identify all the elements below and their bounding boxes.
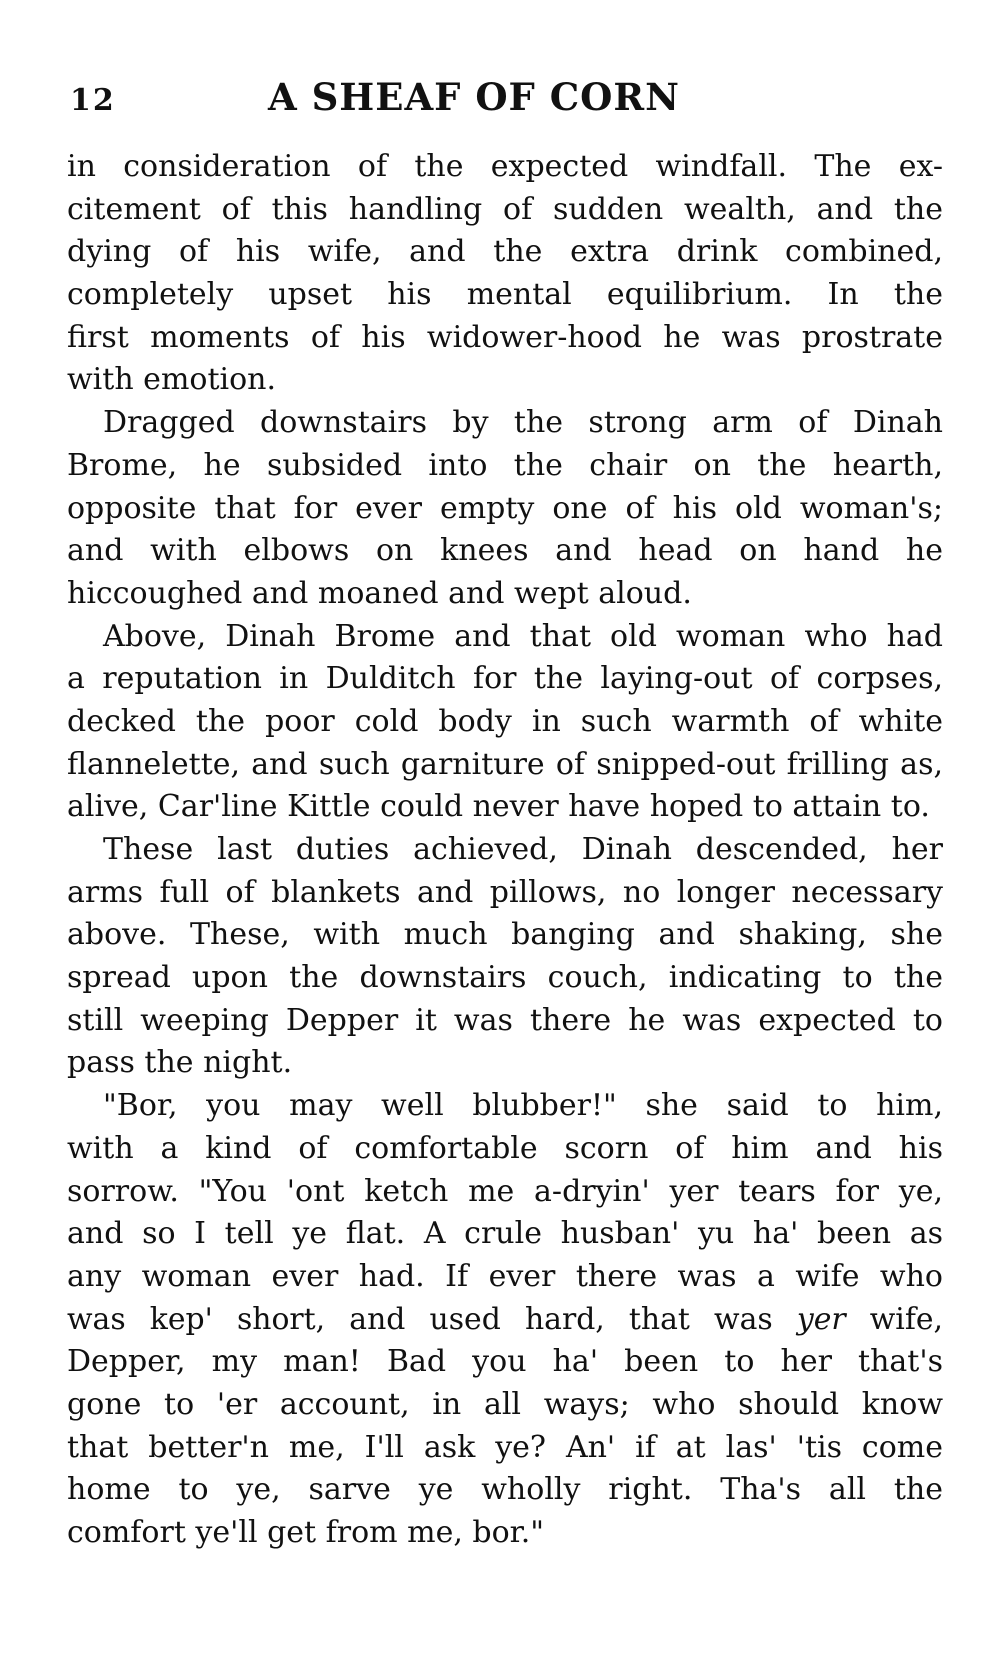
italic-word: yer (796, 1301, 846, 1337)
text-line: hiccoughed and moaned and wept aloud. (67, 575, 692, 611)
paragraph (67, 829, 943, 1085)
text-line: Above, Dinah Brome and that old woman who had (103, 618, 943, 654)
text-line: arms full of blankets and pillows, no longer necessary (67, 874, 943, 910)
text-line: with a kind of comfortable scorn of him and his (67, 1130, 943, 1166)
text-line: a reputation in Dulditch for the laying-out of corpses, (67, 661, 943, 697)
text-line: "Bor, you may well blubber!" she said to him, (103, 1088, 943, 1124)
text-line: flannelette, and such garniture of snipped-out frilling as, (67, 746, 943, 782)
text-line: and with elbows on knees and head on hand he (67, 533, 943, 569)
page-header (70, 75, 945, 135)
text-line: completely upset his mental equilibrium. In the (67, 277, 943, 313)
text-segment: was kep' short, and used hard, that was (67, 1301, 797, 1337)
paragraph (67, 402, 943, 615)
text-line: any woman ever had. If ever there was a wife who (67, 1258, 943, 1294)
text-line: alive, Car'line Kittle could never have hoped to attain to. (67, 789, 930, 825)
text-line: These last duties achieved, Dinah descended, her (103, 832, 943, 867)
text-line: spread upon the downstairs couch, indicating to the (67, 960, 943, 996)
text-line: above. These, with much banging and shaking, she (67, 917, 943, 953)
text-line: with emotion. (67, 362, 277, 398)
text-line: sorrow. "You 'ont ketch me a-dryin' yer tears for ye, (67, 1173, 943, 1209)
text-line: in consideration of the expected windfall. The ex- (67, 149, 943, 184)
text-line: Dragged downstairs by the strong arm of Dinah (103, 405, 943, 441)
running-title: A SHEAF OF CORN (268, 75, 680, 119)
text-line: decked the poor cold body in such warmth of white (67, 703, 943, 739)
text-line: pass the night. (67, 1045, 293, 1081)
paragraph (67, 146, 943, 402)
text-line: and so I tell ye flat. A crule husban' yu ha' been as (67, 1216, 943, 1252)
text-line: still weeping Depper it was there he was expected to (67, 1002, 943, 1038)
text-line: gone to 'er account, in all ways; who should know (67, 1386, 943, 1422)
text-line: comfort ye'll get from me, bor." (67, 1515, 545, 1550)
paragraph (67, 1085, 943, 1555)
text-line: opposite that for ever empty one of his old woman's; (67, 490, 943, 526)
text-line: that better'n me, I'll ask ye? An' if at las' 'tis come (67, 1429, 943, 1465)
text-line: home to ye, sarve ye wholly right. Tha's all the (67, 1472, 943, 1508)
text-line: first moments of his widower-hood he was prostrate (67, 319, 943, 355)
text-line: dying of his wife, and the extra drink combined, (67, 234, 943, 270)
body-text (67, 146, 943, 1555)
page-number: 12 (70, 83, 116, 118)
text-line (67, 1299, 943, 1342)
text-segment: wife, (845, 1301, 944, 1337)
text-line: Depper, my man! Bad you ha' been to her that's (67, 1344, 943, 1380)
text-line: Brome, he subsided into the chair on the hearth, (67, 447, 943, 483)
text-line: citement of this handling of sudden wealth, and the (67, 191, 943, 227)
paragraph (67, 616, 943, 829)
